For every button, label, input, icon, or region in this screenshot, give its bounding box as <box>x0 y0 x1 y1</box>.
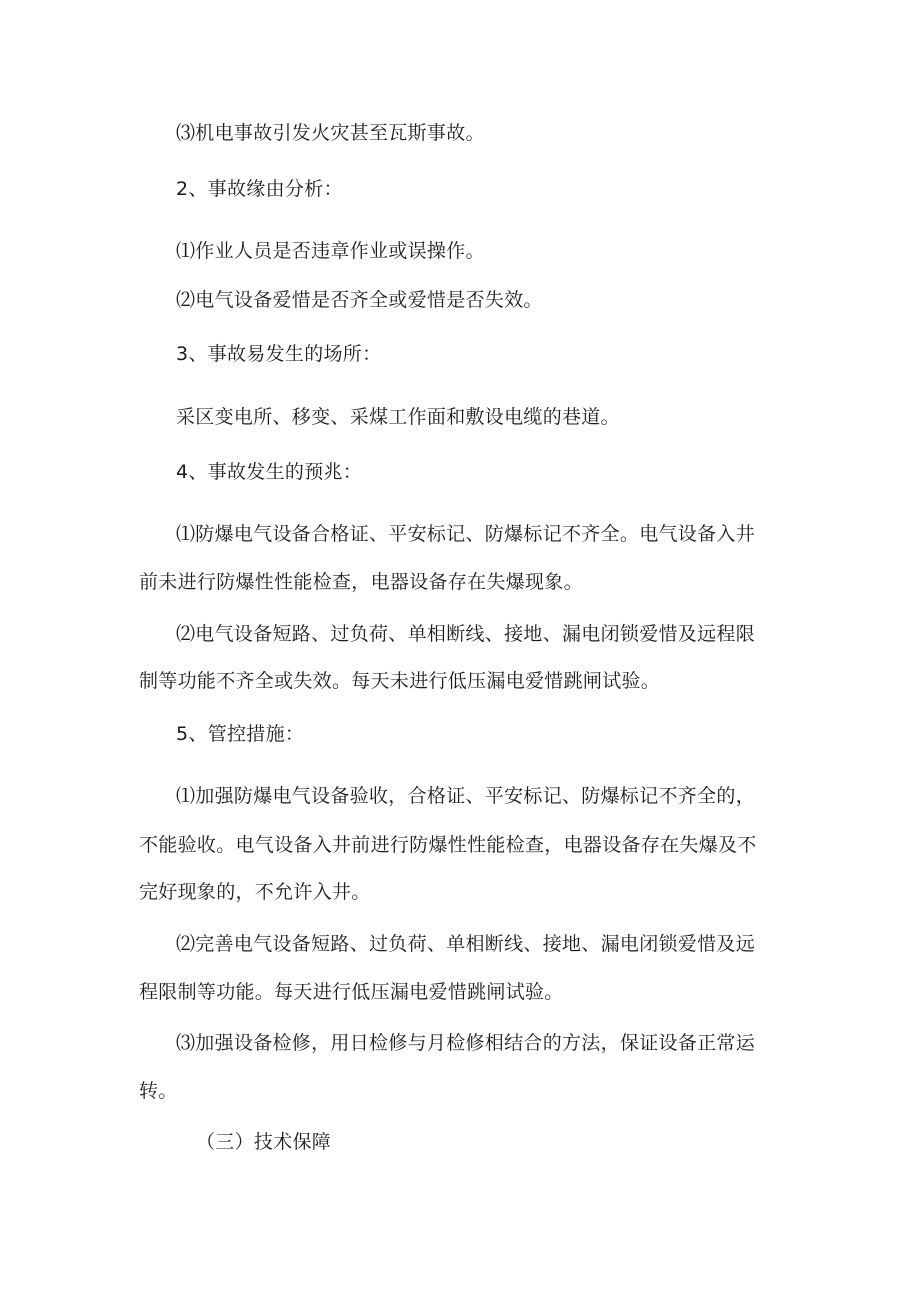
measure-2-line-1: ⑵完善电气设备短路、过负荷、单相断线、接地、漏电闭锁爱惜及远 <box>176 933 756 955</box>
heading-control-measures: 5、管控措施： <box>176 723 305 745</box>
heading-accident-locations: 3、事故易发生的场所： <box>176 343 382 365</box>
measure-3-line-2: 转。 <box>139 1080 178 1102</box>
measure-3-line-1: ⑶加强设备检修，用日检修与月检修相结合的方法，保证设备正常运 <box>176 1032 756 1054</box>
sign-1-line-2: 前未进行防爆性性能检查，电器设备存在失爆现象。 <box>139 571 583 593</box>
measure-1-line-3: 完好现象的，不允许入井。 <box>139 881 371 903</box>
measure-2-line-2: 程限制等功能。每天进行低压漏电爱惜跳闸试验。 <box>139 981 564 1003</box>
section-heading-tech-support: （三）技术保障 <box>196 1131 332 1153</box>
item-3-fire-accident: ⑶机电事故引发火灾甚至瓦斯事故。 <box>176 122 485 144</box>
item-2-protection-failure: ⑵电气设备爱惜是否齐全或爱惜是否失效。 <box>176 289 543 311</box>
sign-1-line-1: ⑴防爆电气设备合格证、平安标记、防爆标记不齐全。电气设备入井 <box>176 523 756 545</box>
locations-text: 采区变电所、移变、采煤工作面和敷设电缆的巷道。 <box>176 406 620 428</box>
heading-cause-analysis: 2、事故缘由分析： <box>176 178 343 200</box>
sign-2-line-2: 制等功能不齐全或失效。每天未进行低压漏电爱惜跳闸试验。 <box>139 670 661 692</box>
measure-1-line-1: ⑴加强防爆电气设备验收，合格证、平安标记、防爆标记不齐全的， <box>176 785 756 807</box>
item-1-operator-violation: ⑴作业人员是否违章作业或误操作。 <box>176 240 485 262</box>
measure-1-line-2: 不能验收。电气设备入井前进行防爆性性能检查，电器设备存在失爆及不 <box>139 834 757 856</box>
heading-accident-signs: 4、事故发生的预兆： <box>176 461 363 483</box>
sign-2-line-1: ⑵电气设备短路、过负荷、单相断线、接地、漏电闭锁爱惜及远程限 <box>176 623 756 645</box>
